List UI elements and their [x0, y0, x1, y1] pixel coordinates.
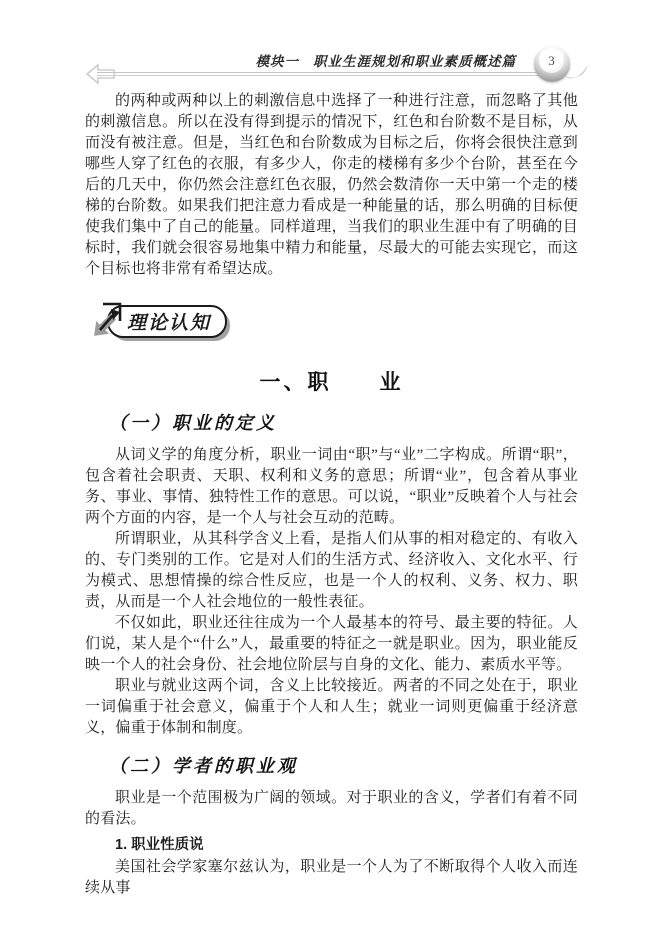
badge-label: 理论认知	[127, 313, 212, 334]
page-number: 3	[539, 48, 564, 73]
header-rule	[97, 72, 552, 76]
body-paragraph: 所谓职业，从其科学含义上看，是指人们从事的相对稳定的、有收入的、专门类别的工作。它是对人们的生活方式、经济收入、文化水平、行为模式、思想情操的综合性反应，也是一个人的权利、义务、权力、职责，从而是一个人社会地位的一般性表征。	[85, 531, 578, 610]
chapter-title: 职业生涯规划和职业素质概述篇	[313, 54, 516, 69]
swoosh-icon	[563, 64, 589, 84]
body-paragraph: 美国社会学家塞尔兹认为，职业是一个人为了不断取得个人收入而连续从事	[85, 859, 578, 896]
module-label: 模块一	[255, 54, 299, 69]
numbered-point-title: 1. 职业性质说	[115, 837, 204, 853]
body-paragraph: 职业是一个范围极为广阔的领域。对于职业的含义，学者们有着不同的看法。	[85, 790, 578, 827]
subsection-1-heading: （一）职业的定义	[109, 413, 277, 433]
running-head	[256, 50, 517, 70]
section-title: 一、职 业	[259, 370, 404, 394]
page-number-sphere	[534, 46, 570, 82]
badge-arrow-icon	[87, 298, 135, 342]
theory-badge	[107, 305, 227, 338]
page-header	[85, 0, 578, 84]
intro-paragraph: 的两种或两种以上的刺激信息中选择了一种进行注意，而忽略了其他的刺激信息。所以在没有得到提示的情况下，红色和台阶数不是目标，从而没有被注意。但是，当红色和台阶数成为目标之后，你将会很快注意到哪些人穿了红色的衣服，有多少人，你走的楼梯有多少个台阶，甚至在今后的几天中，你仍然会注意红色衣服，仍然会数清你一天中第一个走的楼梯的台阶数。如果我们把注意力看成是一种能量的话，那么明确的目标便使我们集中了自己的能量。同样道理，当我们的职业生涯中有了明确的目标时，我们就会很容易地集中精力和能量，尽最大的可能去实现它，而这个目标也将非常有希望达成。	[85, 93, 578, 277]
body-paragraph: 职业与就业这两个词，含义上比较接近。两者的不同之处在于，职业一词偏重于社会意义，偏重于个人和人生；就业一词则更偏重于经济意义，偏重于体制和制度。	[85, 678, 578, 736]
subsection-2-heading: （二）学者的职业观	[109, 756, 298, 776]
badge-row	[107, 299, 578, 339]
body-paragraph: 不仅如此，职业还往往成为一个人最基本的符号、最主要的特征。人们说，某人是个“什么”人，最重要的特征之一就是职业。因为，职业能反映一个人的社会身份、社会地位阶层与自身的文化、能力、素质水平等。	[85, 615, 578, 673]
body-paragraph: 从词义学的角度分析，职业一词由“职”与“业”二字构成。所谓“职”，包含着社会职责、天职、权利和义务的意思；所谓“业”，包含着从事业务、事业、事情、独特性工作的意思。可以说，“职业”反映着个人与社会两个方面的内容，是一个人与社会互动的范畴。	[85, 447, 578, 526]
